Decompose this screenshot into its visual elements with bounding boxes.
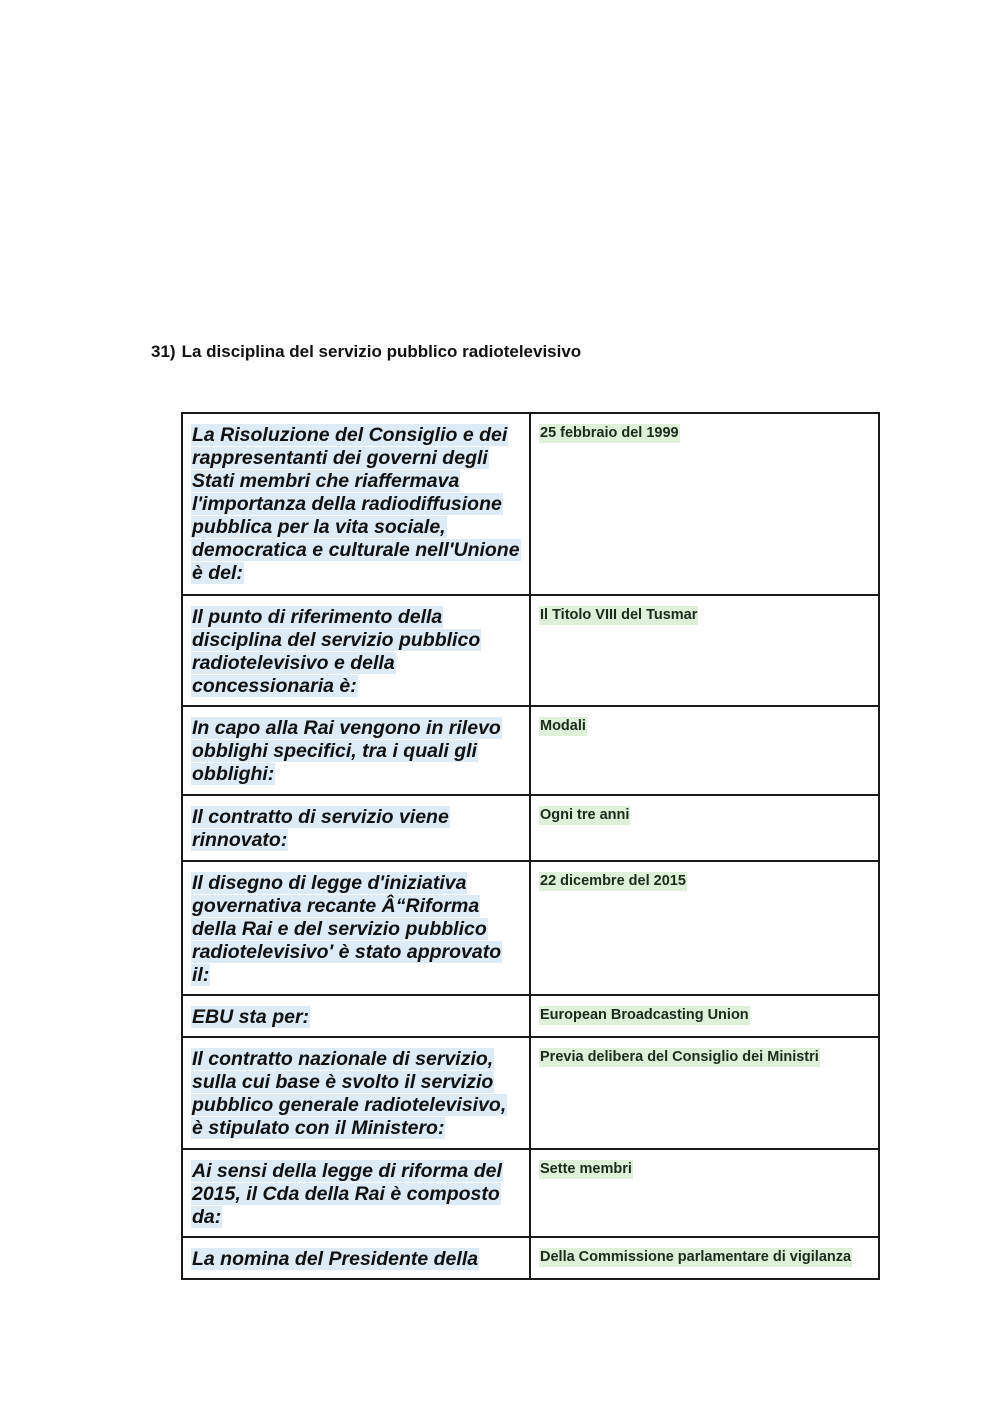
table-row xyxy=(182,1237,879,1279)
answer-cell xyxy=(530,706,879,795)
table-row xyxy=(182,1037,879,1149)
question-cell xyxy=(182,706,530,795)
table-row xyxy=(182,1149,879,1237)
qa-table xyxy=(181,412,880,1280)
question-cell xyxy=(182,861,530,995)
question-text: Il punto di riferimento della disciplina del servizio pubblico radiotelevisivo e della concessionaria è: xyxy=(192,606,481,697)
question-text: Il contratto nazionale di servizio, sulla cui base è svolto il servizio pubblico generale radiotelevisivo, è stipulato con il Ministero: xyxy=(192,1048,507,1139)
answer-cell xyxy=(530,995,879,1037)
answer-text: European Broadcasting Union xyxy=(540,1007,749,1023)
answer-cell xyxy=(530,595,879,706)
question-text: Ai sensi della legge di riforma del 2015, il Cda della Rai è composto da: xyxy=(192,1160,502,1228)
answer-text: Sette membri xyxy=(540,1161,632,1177)
question-cell xyxy=(182,795,530,861)
question-cell xyxy=(182,1037,530,1149)
question-cell xyxy=(182,413,530,595)
question-text: Il contratto di servizio viene rinnovato: xyxy=(192,806,449,851)
answer-cell xyxy=(530,1237,879,1279)
table-row xyxy=(182,995,879,1037)
table-row xyxy=(182,795,879,861)
answer-text: Ogni tre anni xyxy=(540,807,630,823)
table-row xyxy=(182,861,879,995)
answer-cell xyxy=(530,795,879,861)
question-text: La nomina del Presidente della xyxy=(192,1248,479,1270)
answer-text: Della Commissione parlamentare di vigilanza xyxy=(540,1249,852,1265)
question-cell xyxy=(182,1237,530,1279)
answer-cell xyxy=(530,1149,879,1237)
section-heading xyxy=(151,340,581,364)
section-number: 31) xyxy=(151,342,176,361)
question-text: EBU sta per: xyxy=(192,1006,310,1028)
table-row xyxy=(182,706,879,795)
answer-text: 22 dicembre del 2015 xyxy=(540,873,686,889)
section-title: La disciplina del servizio pubblico radiotelevisivo xyxy=(181,342,582,361)
question-text: Il disegno di legge d'iniziativa governativa recante Â“Riforma della Rai e del servizio pubblico radiotelevisivo' è stato approvato il: xyxy=(192,872,502,986)
question-text: In capo alla Rai vengono in rilevo obblighi specifici, tra i quali gli obblighi: xyxy=(192,717,501,785)
answer-cell xyxy=(530,861,879,995)
answer-cell xyxy=(530,1037,879,1149)
question-cell xyxy=(182,595,530,706)
answer-cell xyxy=(530,413,879,595)
answer-text: Il Titolo VIII del Tusmar xyxy=(540,607,698,623)
question-text: La Risoluzione del Consiglio e dei rappresentanti dei governi degli Stati membri che riaffermava l'importanza della radiodiffusione pubblica per la vita sociale, democratica e culturale nell'Unione è del: xyxy=(192,424,520,584)
answer-text: Modali xyxy=(540,718,586,734)
question-cell xyxy=(182,1149,530,1237)
table-row xyxy=(182,595,879,706)
answer-text: Previa delibera del Consiglio dei Ministri xyxy=(540,1049,819,1065)
table-row xyxy=(182,413,879,595)
question-cell xyxy=(182,995,530,1037)
answer-text: 25 febbraio del 1999 xyxy=(540,425,679,441)
